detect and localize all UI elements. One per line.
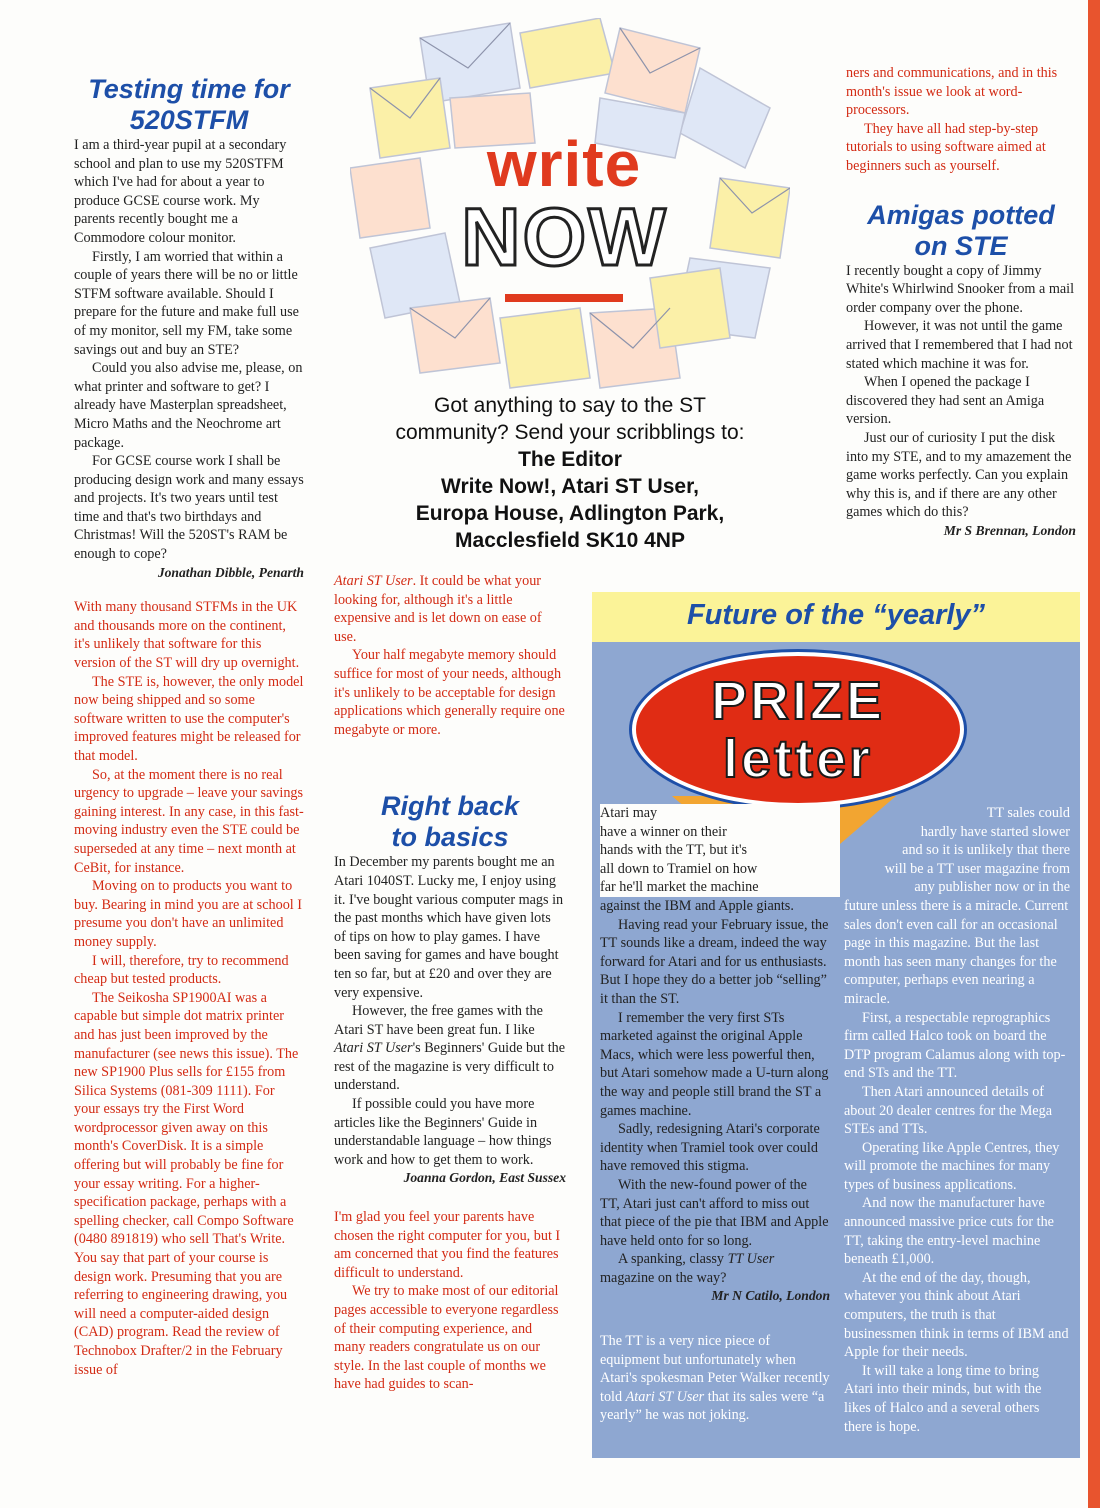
intro-line: any publisher now or in the bbox=[914, 879, 1070, 896]
submission-intro: Got anything to say to the ST community? Send your scribblings to: bbox=[395, 394, 745, 444]
envelope-shape bbox=[500, 308, 590, 388]
envelope-shape bbox=[605, 28, 700, 113]
letter-paragraph: Having read your February issue, the TT sounds like a dream, indeed the way forward for Atari and for us enthusiasts. But I hope they do a better job “selling” it than the ST. bbox=[600, 916, 829, 1007]
prize-letter-heading: Future of the “yearly” bbox=[686, 599, 986, 631]
letter-heading: Right back to basics bbox=[380, 791, 520, 853]
reply-paragraph: Then Atari announced details of about 20 dealer centres for the Mega STEs and TTs. bbox=[844, 1083, 1052, 1138]
reply-paragraph: We try to make most of our editorial pages accessible to everyone regardless of their computing experience, and many readers congratulate us on our style. In the last couple of months we have had guides to scan- bbox=[334, 1283, 559, 1393]
address-line: Write Now!, Atari ST User, bbox=[441, 475, 699, 498]
column-3 bbox=[846, 64, 1076, 540]
letter-signature: Jonathan Dibble, Penarth bbox=[157, 564, 304, 580]
reply-paragraph: Your half megabyte memory should suffice for most of your needs, although it's unlikely to be acceptable for design applications which generally require one megabyte or more. bbox=[334, 647, 565, 738]
reply-paragraph: future unless there is a miracle. Current sales don't even call for an occasional page in this magazine. But the last month has seen many changes for the computer, perhaps even nearing a miracle. bbox=[844, 897, 1069, 1007]
reply-paragraph: The TT is a very nice piece of equipment but unfortunately when Atari's spokesman Peter Walker recently told Atari ST User that its sales were “a yearly” he was not joking. bbox=[600, 1333, 830, 1424]
letter-paragraph: I remember the very first STs marketed against the original Apple Macs, which were less powerful then, but Atari somehow made a U-turn along the way and people still brand the ST a games machine. bbox=[600, 1009, 829, 1119]
address-line: Macclesfield SK10 4NP bbox=[455, 529, 685, 552]
logo-underline-bar bbox=[505, 294, 623, 302]
letter-paragraph: against the IBM and Apple giants. bbox=[600, 898, 794, 914]
envelope-shape bbox=[520, 18, 615, 88]
reply-paragraph: So, at the moment there is no real urgency to upgrade – leave your savings gaining interest. In any case, in this fast-moving industry even the STE could be superseded at any time – next month at CeBit, for instance. bbox=[74, 766, 304, 876]
prize-word: PRIZE bbox=[710, 671, 886, 731]
intro-line: will be a TT user magazine from bbox=[884, 860, 1070, 877]
letter-paragraph: In December my parents bought me an Atari 1040ST. Lucky me, I enjoy using it. I've bought various computer mags in the past months which have given lots of tips on how to play games. I have been saving for games and have bought ten so far, but at £20 and over they are very expensive. bbox=[334, 854, 564, 1001]
page-edge-stripe bbox=[1088, 0, 1100, 1508]
reply-paragraph: It will take a long time to bring Atari into their minds, but with the likes of Halco and a several others there is hope. bbox=[844, 1362, 1042, 1435]
reply-paragraph: ners and communications, and in this month's issue we look at word-processors. bbox=[846, 65, 1058, 119]
letter-paragraph: Sadly, redesigning Atari's corporate identity when Tramiel took over could have removed this stigma. bbox=[600, 1121, 820, 1175]
letter-paragraph: Firstly, I am worried that within a couple of years there will be no or little STFM software available. Should I prepare for the future and make full use of my monitor, sell my FM, take some savings out and buy an STE? bbox=[74, 248, 299, 358]
reply-paragraph: First, a respectable reprographics firm called Halco took on board the DTP program Calamus along with top-end STs and the TT. bbox=[844, 1009, 1066, 1082]
letter-signature: Joanna Gordon, East Sussex bbox=[403, 1170, 566, 1186]
reply-paragraph: Atari ST User. It could be what your looking for, although it's a little expensive and is let down on ease of use. bbox=[334, 573, 542, 645]
letter-word: letter bbox=[722, 729, 874, 789]
reply-paragraph: With many thousand STFMs in the UK and thousands more on the continent, it's unlikely that software for this version of the ST will dry up overnight. bbox=[74, 599, 300, 672]
letter-paragraph: Just our of curiosity I put the disk into my STE, and to my amazement the game works perfectly. Can you explain why this is, and if there are any other games which do this? bbox=[846, 429, 1072, 521]
letter-paragraph: However, it was not until the game arrived that I remembered that I had not stated which machine it was for. bbox=[846, 318, 1073, 372]
prize-left-intro bbox=[600, 804, 840, 897]
letter-paragraph: A spanking, classy TT User magazine on the way? bbox=[600, 1251, 775, 1286]
address-line: Europa House, Adlington Park, bbox=[415, 502, 725, 525]
reply-paragraph: The Seikosha SP1900AI was a capable but simple dot matrix printer and has just been improved by the manufacturer (see news this issue). The new SP1900 Plus sells for £155 from Silica Systems (081-309 1111). For your essays try the First Word wordprocessor given away on this month's CoverDisk. It is a simple offering but will probably be fine for your essay writing. For a higher-specification package, perhaps with a spelling checker, call Compo Software (0480 891819) who sell That's Write. You say that part of your course is design work. Presuming that you are referring to engineering drawing, you will need a computer-aided design (CAD) program. Read the review of Technobox Drafter/2 in the February issue of bbox=[74, 989, 299, 1378]
intro-line: TT sales could bbox=[986, 805, 1070, 821]
intro-line: hardly have started slower bbox=[920, 823, 1070, 840]
envelope-shape bbox=[680, 68, 770, 168]
address-line: The Editor bbox=[518, 448, 622, 471]
column-2 bbox=[334, 572, 566, 1394]
letter-heading: Amigas potted on STE bbox=[867, 199, 1055, 261]
letter-paragraph: For GCSE course work I shall be producing design work and many essays and projects. It's two years until test time and that's two birthdays and Christmas! Will the 520ST's RAM be enough to cope? bbox=[74, 453, 304, 563]
intro-line: all down to Tramiel on how bbox=[600, 860, 758, 877]
letter-heading: Testing time for 520STFM bbox=[88, 74, 290, 135]
prize-right-column bbox=[844, 804, 1070, 1436]
intro-line: far he'll market the machine bbox=[600, 879, 759, 896]
letter-paragraph: I am a third-year pupil at a secondary school and plan to use my 520STFM which I've had for about a year to produce GCSE course work. My parents recently bought me a Commodore colour monitor. bbox=[74, 137, 287, 246]
reply-paragraph: And now the manufacturer have announced massive price cuts for the TT, taking the entry-level machine beneath £1,000. bbox=[844, 1195, 1054, 1268]
reply-paragraph: Moving on to products you want to buy. Bearing in mind you are at school I presume you don't have an unlimited money supply. bbox=[74, 878, 302, 950]
intro-line: hands with the TT, but it's bbox=[600, 842, 748, 859]
letter-signature: Mr S Brennan, London bbox=[943, 522, 1076, 538]
reply-paragraph: I will, therefore, try to recommend cheap but tested products. bbox=[74, 952, 289, 988]
letter-paragraph: Could you also advise me, please, on what printer and software to get? I already have Masterplan spreadsheet, Micro Maths and the Neochrome art package. bbox=[74, 360, 303, 451]
letter-paragraph: With the new-found power of the TT, Atari just can't afford to miss out that piece of the pie that IBM and Apple have held onto for so long. bbox=[600, 1176, 829, 1249]
intro-line: have a winner on their bbox=[600, 823, 727, 840]
prize-left-column bbox=[600, 897, 830, 1425]
reply-paragraph: The STE is, however, the only model now being shipped and so some software written to use the computer's improved features might be released for that model. bbox=[74, 673, 304, 764]
letter-paragraph: When I opened the package I discovered they had sent an Amiga version. bbox=[846, 374, 1045, 428]
letter-signature: Mr N Catilo, London bbox=[711, 1288, 830, 1304]
intro-line: and so it is unlikely that there bbox=[902, 842, 1070, 859]
letter-paragraph: However, the free games with the Atari ST have been great fun. I like Atari ST User's Beginners' Guide but the rest of the magazine is very difficult to understand. bbox=[334, 1003, 566, 1094]
column-1 bbox=[74, 74, 304, 1379]
reply-paragraph: Operating like Apple Centres, they will promote the machines for many types of business applications. bbox=[844, 1139, 1060, 1193]
envelope-shape bbox=[410, 298, 500, 373]
write-now-logo-now: NOW bbox=[461, 192, 668, 283]
write-now-logo-write: write bbox=[486, 128, 642, 200]
submission-address-block bbox=[380, 392, 760, 554]
reply-paragraph: They have all had step-by-step tutorials to using software aimed at beginners such as yourself. bbox=[846, 120, 1046, 174]
letter-paragraph: If possible could you have more articles like the Beginners' Guide in understandable language – how things work and how to get them to work. bbox=[334, 1096, 552, 1168]
intro-line: Atari may bbox=[600, 805, 658, 821]
letter-paragraph: I recently bought a copy of Jimmy White's Whirlwind Snooker from a mail order company over the phone. bbox=[846, 262, 1075, 316]
reply-paragraph: I'm glad you feel your parents have chosen the right computer for you, but I am concerned that you find the features difficult to understand. bbox=[334, 1209, 561, 1281]
reply-paragraph: At the end of the day, though, whatever you think about Atari computers, the truth is that businessmen think in terms of IBM and Apple for their needs. bbox=[844, 1269, 1069, 1361]
